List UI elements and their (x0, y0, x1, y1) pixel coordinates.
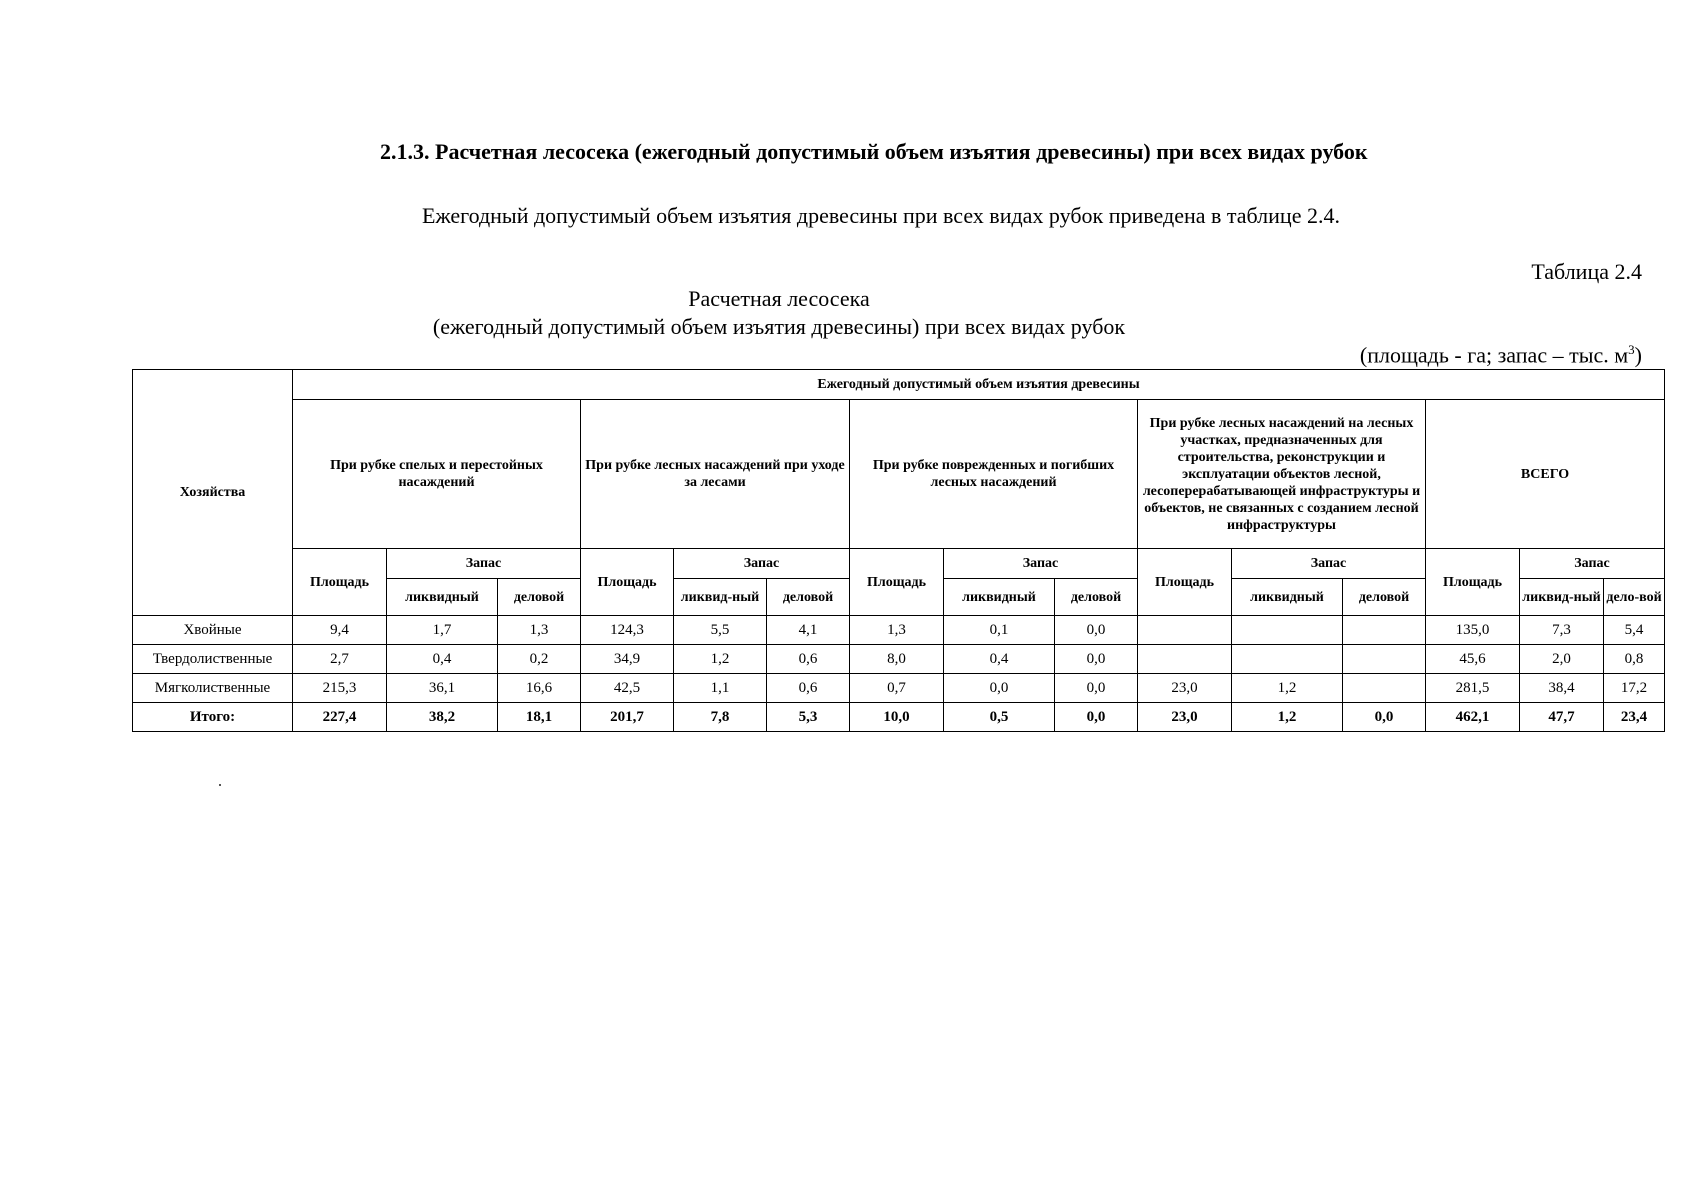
table-cell: 0,8 (1604, 645, 1665, 674)
header-group-mature: При рубке спелых и перестойных насаждений (293, 400, 581, 549)
table-cell: 0,0 (1055, 703, 1138, 732)
table-cell: 17,2 (1604, 674, 1665, 703)
table-row (133, 616, 1665, 645)
table-cell: 0,1 (944, 616, 1055, 645)
header-business: деловой (1343, 579, 1426, 616)
table-cell: 0,5 (944, 703, 1055, 732)
table-cell: 2,7 (293, 645, 387, 674)
header-area: Площадь (1138, 549, 1232, 616)
row-label: Твердолиственные (133, 645, 293, 674)
table-cell: 2,0 (1520, 645, 1604, 674)
header-holdings: Хозяйства (133, 370, 293, 616)
table-cell: 5,3 (767, 703, 850, 732)
table-cell: 42,5 (581, 674, 674, 703)
table-cell: 0,0 (1055, 674, 1138, 703)
intro-text: Ежегодный допустимый объем изъятия древесины при всех видах рубок приведена в таблице 2.4. (422, 203, 1340, 228)
table-cell (1343, 674, 1426, 703)
header-business: деловой (1055, 579, 1138, 616)
table-cell (1343, 645, 1426, 674)
table-cell: 227,4 (293, 703, 387, 732)
header-group-damaged: При рубке поврежденных и погибших лесных насаждений (850, 400, 1138, 549)
table-caption (132, 285, 1694, 341)
units-close: ) (1634, 342, 1642, 368)
table-cell: 18,1 (498, 703, 581, 732)
table-cell: 1,3 (850, 616, 944, 645)
row-label: Мягколиственные (133, 674, 293, 703)
table-cell: 0,4 (944, 645, 1055, 674)
header-stock: Запас (1232, 549, 1426, 579)
table-cell: 23,0 (1138, 703, 1232, 732)
table-cell (1232, 616, 1343, 645)
table-cell: 8,0 (850, 645, 944, 674)
table-row (133, 674, 1665, 703)
table-cell: 0,0 (944, 674, 1055, 703)
table-cell (1232, 645, 1343, 674)
table-cell (1343, 616, 1426, 645)
units-superscript: 3 (1628, 342, 1635, 357)
table-cell: 201,7 (581, 703, 674, 732)
table-label: Таблица 2.4 (1531, 259, 1642, 284)
header-business: деловой (767, 579, 850, 616)
table-cell: 7,8 (674, 703, 767, 732)
header-annual-volume: Ежегодный допустимый объем изъятия древесины (293, 370, 1665, 400)
table-cell: 45,6 (1426, 645, 1520, 674)
header-area: Площадь (850, 549, 944, 616)
header-area: Площадь (293, 549, 387, 616)
table-cell: 47,7 (1520, 703, 1604, 732)
caption-line-1: Расчетная лесосека (688, 286, 870, 311)
header-liquid: ликвидный (387, 579, 498, 616)
table-cell: 10,0 (850, 703, 944, 732)
table-cell (1138, 616, 1232, 645)
table-cell: 7,3 (1520, 616, 1604, 645)
table-cell: 5,4 (1604, 616, 1665, 645)
header-stock: Запас (944, 549, 1138, 579)
caption-line-2: (ежегодный допустимый объем изъятия древесины) при всех видах рубок (432, 314, 1126, 339)
header-area: Площадь (581, 549, 674, 616)
total-row (133, 703, 1665, 732)
allowable-cut-table (132, 369, 1665, 732)
table-cell: 38,4 (1520, 674, 1604, 703)
table-cell: 0,4 (387, 645, 498, 674)
table-cell: 16,6 (498, 674, 581, 703)
table-cell (1138, 645, 1232, 674)
table-cell: 9,4 (293, 616, 387, 645)
table-cell: 0,2 (498, 645, 581, 674)
table-cell: 1,2 (674, 645, 767, 674)
header-stock: Запас (1520, 549, 1665, 579)
header-business: деловой (498, 579, 581, 616)
table-cell: 38,2 (387, 703, 498, 732)
header-liquid: ликвид-ный (1520, 579, 1604, 616)
table-cell: 215,3 (293, 674, 387, 703)
table-cell: 34,9 (581, 645, 674, 674)
header-stock: Запас (674, 549, 850, 579)
table-cell: 0,7 (850, 674, 944, 703)
table-cell: 0,6 (767, 674, 850, 703)
header-liquid: ликвидный (944, 579, 1055, 616)
header-liquid: ликвид-ный (674, 579, 767, 616)
stray-mark (219, 784, 221, 786)
table-cell: 0,0 (1055, 616, 1138, 645)
table-cell: 36,1 (387, 674, 498, 703)
table-body (133, 616, 1665, 732)
units-text: (площадь - га; запас – тыс. м (1359, 342, 1629, 368)
table-cell: 135,0 (1426, 616, 1520, 645)
header-area: Площадь (1426, 549, 1520, 616)
row-label: Хвойные (133, 616, 293, 645)
table-cell: 281,5 (1426, 674, 1520, 703)
header-stock: Запас (387, 549, 581, 579)
table-cell: 0,6 (767, 645, 850, 674)
header-group-construction: При рубке лесных насаждений на лесных участках, предназначенных для строительства, реконструкции и эксплуатации объектов лесной, лесоперерабатывающей инфраструктуры и объектов, не связанных с созданием лесной инфраструктуры (1138, 400, 1426, 549)
table-cell: 0,0 (1055, 645, 1138, 674)
table-cell: 1,2 (1232, 674, 1343, 703)
header-liquid: ликвидный (1232, 579, 1343, 616)
header-group-total: ВСЕГО (1426, 400, 1665, 549)
table-cell: 4,1 (767, 616, 850, 645)
table-cell: 1,1 (674, 674, 767, 703)
header-business: дело-вой (1604, 579, 1665, 616)
header-group-care: При рубке лесных насаждений при уходе за лесами (581, 400, 850, 549)
table-cell: 1,3 (498, 616, 581, 645)
table-cell: 1,2 (1232, 703, 1343, 732)
table-cell: 23,4 (1604, 703, 1665, 732)
table-cell: 0,0 (1343, 703, 1426, 732)
table-cell: 462,1 (1426, 703, 1520, 732)
table-cell: 124,3 (581, 616, 674, 645)
row-label: Итого: (133, 703, 293, 732)
table-cell: 23,0 (1138, 674, 1232, 703)
table-cell: 1,7 (387, 616, 498, 645)
table-cell: 5,5 (674, 616, 767, 645)
section-heading: 2.1.3. Расчетная лесосека (ежегодный допустимый объем изъятия древесины) при всех видах рубок (380, 139, 1368, 164)
table-row (133, 645, 1665, 674)
units-note (1360, 342, 1642, 368)
